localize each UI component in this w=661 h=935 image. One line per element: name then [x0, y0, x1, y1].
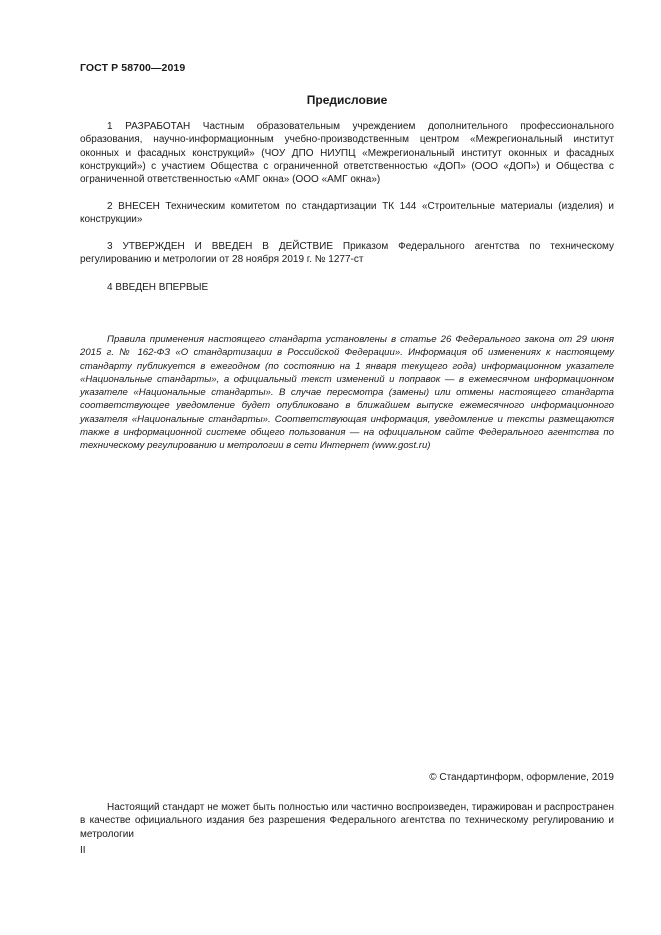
- foreword-heading: Предисловие: [306, 93, 388, 107]
- foreword-item-introduced: 4 ВВЕДЕН ВПЕРВЫЕ: [107, 282, 209, 293]
- page-number: II: [80, 845, 86, 856]
- document-code: ГОСТ Р 58700—2019: [80, 62, 186, 74]
- foreword-item-developed: 1 РАЗРАБОТАН Частным образовательным учреждением дополнительного профессионального образования, научно-информационным учебно-производственным центром «Межрегиональный институт оконных и фасадных конструкций» (ЧОУ ДПО НИУПЦ «Межрегиональный институт оконных и фасадных конструкций») с участием Общества с ограниченной ответственностью «ДОП» (ООО «ДОП») и Общества с ограниченной ответственностью «АМГ окна» (ООО «АМГ окна»): [80, 121, 614, 186]
- foreword-item-submitted: 2 ВНЕСЕН Техническим комитетом по стандартизации ТК 144 «Строительные материалы (изделия) и конструкции»: [80, 201, 614, 226]
- foreword-item-approved: 3 УТВЕРЖДЕН И ВВЕДЕН В ДЕЙСТВИЕ Приказом Федерального агентства по техническому регулированию и метрологии от 28 ноября 2019 г. № 1277-ст: [80, 241, 614, 266]
- reproduction-rights-notice: Настоящий стандарт не может быть полностью или частично воспроизведен, тиражирован и распространен в качестве официального издания без разрешения Федерального агентства по техническому регулированию и метрологии: [80, 802, 614, 840]
- application-rules-note: Правила применения настоящего стандарта установлены в статье 26 Федерального закона от 29 июня 2015 г. № 162-ФЗ «О стандартизации в Российской Федерации». Информация об изменениях к настоящему стандарту публикуется в ежегодном (по состоянию на 1 января текущего года) информационном указателе «Национальные стандарты», а официальный текст изменений и поправок — в ежемесячном информационном указателе «Национальные стандарты». В случае пересмотра (замены) или отмены настоящего стандарта соответствующее уведомление будет опубликовано в ближайшем выпуске ежемесячного информационного указателя «Национальные стандарты». Соответствующая информация, уведомление и тексты размещаются также в информационной системе общего пользования — на официальном сайте Федерального агентства по техническому регулированию и метрологии в сети Интернет (www.gost.ru): [80, 334, 614, 452]
- copyright-notice: © Стандартинформ, оформление, 2019: [429, 772, 614, 783]
